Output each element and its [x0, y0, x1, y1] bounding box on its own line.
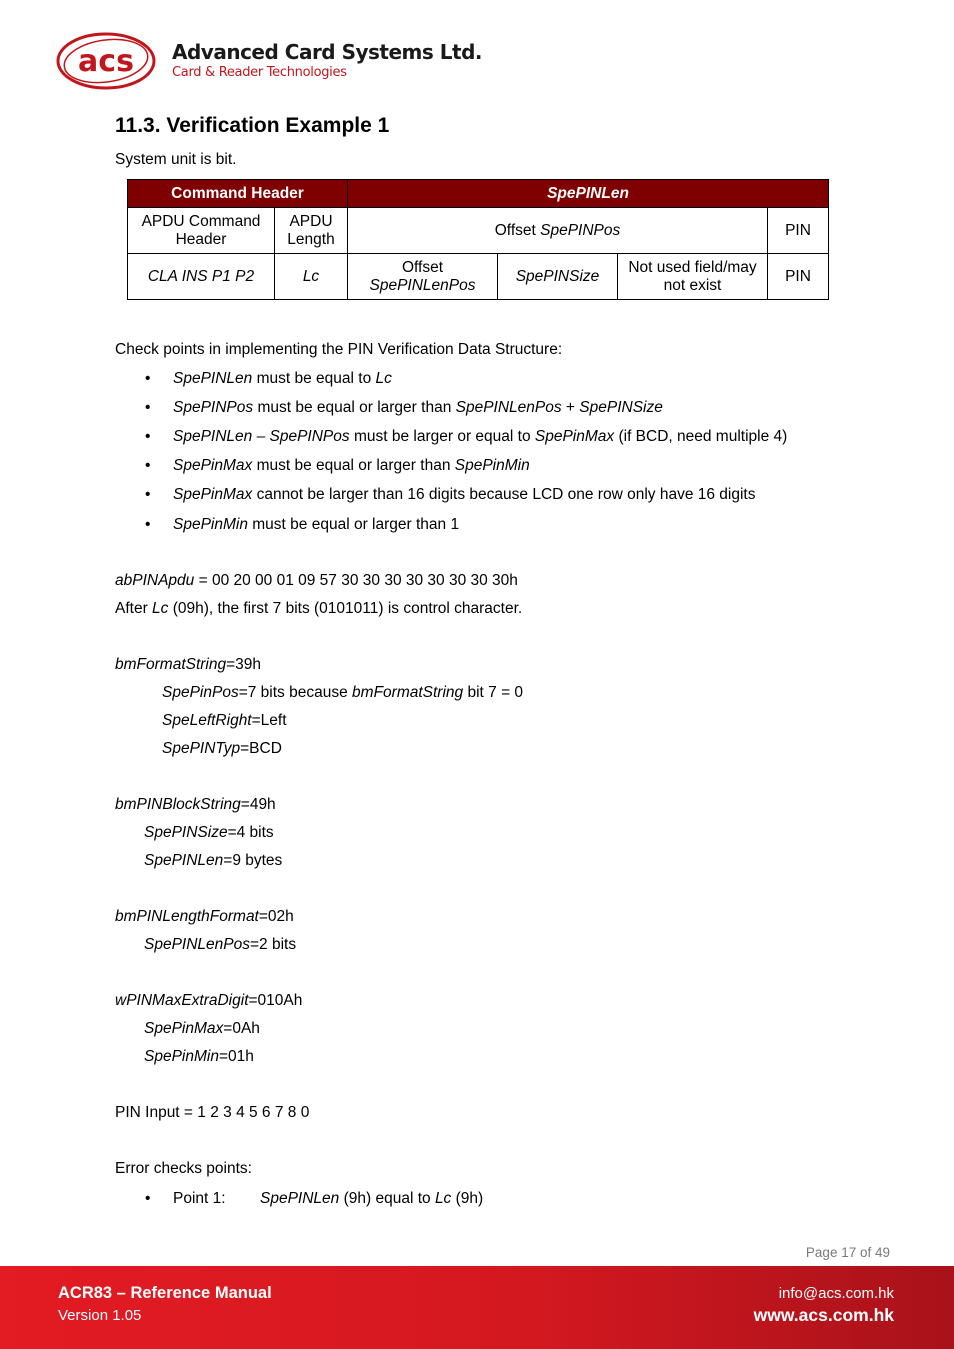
- format-string-line: bmFormatString=39h: [115, 656, 262, 673]
- apdu-line: abPINApdu = 00 20 00 01 09 57 30 30 30 30 30 30 30 30h: [115, 572, 518, 589]
- table-cell: Offset SpePINPos: [348, 208, 768, 254]
- format-detail-line: SpePinPos=7 bits because bmFormatString bit 7 = 0: [162, 684, 524, 701]
- footer: [0, 1266, 954, 1349]
- table-cell: Offset SpePINLenPos: [348, 254, 498, 300]
- format-detail-line: SpePINTyp=BCD: [162, 740, 282, 757]
- bullet-icon: •: [145, 486, 151, 503]
- table-row: [128, 254, 829, 300]
- max-extra-detail-line: SpePinMin=01h: [144, 1048, 254, 1065]
- footer-website-link[interactable]: www.acs.com.hk: [753, 1305, 894, 1325]
- table-cell: CLA INS P1 P2: [128, 254, 275, 300]
- block-detail-line: SpePINSize=4 bits: [144, 824, 274, 841]
- company-tagline: Card & Reader Technologies: [172, 65, 347, 80]
- page-number: Page 17 of 49: [805, 1245, 890, 1260]
- footer-title: ACR83 – Reference Manual: [58, 1284, 272, 1302]
- length-detail-line: SpePINLenPos=2 bits: [144, 936, 297, 953]
- table-cell: APDU Command Header: [128, 208, 275, 254]
- logo-text: acs: [78, 44, 134, 79]
- table-cell: SpePINSize: [498, 254, 618, 300]
- length-format-line: bmPINLengthFormat=02h: [115, 908, 294, 925]
- table-cell: Not used field/may not exist: [618, 254, 768, 300]
- block-detail-line: SpePINLen=9 bytes: [144, 852, 283, 869]
- block-string-line: bmPINBlockString=49h: [115, 796, 276, 813]
- company-name: Advanced Card Systems Ltd.: [172, 40, 482, 64]
- apdu-after-line: After Lc (09h), the first 7 bits (0101011) is control character.: [115, 600, 523, 617]
- table-cell: PIN: [768, 208, 829, 254]
- table-header-cell: Command Header: [128, 180, 348, 208]
- list-item: SpePINLen must be equal to Lc: [173, 370, 392, 387]
- list-item: SpePinMax must be equal or larger than SpePinMin: [173, 457, 530, 474]
- list-item: SpePinMin must be equal or larger than 1: [173, 516, 460, 533]
- error-checks-title: Error checks points:: [115, 1160, 252, 1177]
- list-item: SpePINLen – SpePINPos must be larger or equal to SpePinMax (if BCD, need multiple 4): [173, 428, 788, 445]
- error-point-text: SpePINLen (9h) equal to Lc (9h): [260, 1190, 484, 1207]
- list-item: SpePinMax cannot be larger than 16 digits because LCD one row only have 16 digits: [173, 486, 756, 503]
- section-title: 11.3. Verification Example 1: [115, 114, 390, 137]
- company-logo: [55, 30, 482, 94]
- acs-logo-icon: [55, 30, 159, 94]
- max-extra-line: wPINMaxExtraDigit=010Ah: [115, 992, 303, 1009]
- command-table: [127, 179, 829, 300]
- bullet-icon: •: [145, 516, 151, 533]
- bullet-icon: •: [145, 457, 151, 474]
- table-cell: PIN: [768, 254, 829, 300]
- table-header-row: [128, 180, 829, 208]
- error-point-label: Point 1:: [173, 1190, 226, 1207]
- table-cell: Lc: [275, 254, 348, 300]
- table-cell: APDU Length: [275, 208, 348, 254]
- footer-email-link[interactable]: info@acs.com.hk: [778, 1285, 894, 1302]
- bullet-icon: •: [145, 399, 151, 416]
- table-row: [128, 208, 829, 254]
- pin-input-line: PIN Input = 1 2 3 4 5 6 7 8 0: [115, 1104, 310, 1121]
- bullet-icon: •: [145, 370, 151, 387]
- list-item: SpePINPos must be equal or larger than SpePINLenPos + SpePINSize: [173, 399, 663, 416]
- checkpoints-intro: Check points in implementing the PIN Verification Data Structure:: [115, 341, 563, 358]
- footer-version: Version 1.05: [58, 1307, 142, 1324]
- format-detail-line: SpeLeftRight=Left: [162, 712, 287, 729]
- max-extra-detail-line: SpePinMax=0Ah: [144, 1020, 260, 1037]
- bullet-icon: •: [145, 428, 151, 445]
- section-intro: System unit is bit.: [115, 151, 237, 168]
- table-header-cell: SpePINLen: [348, 180, 829, 208]
- bullet-icon: •: [145, 1190, 151, 1207]
